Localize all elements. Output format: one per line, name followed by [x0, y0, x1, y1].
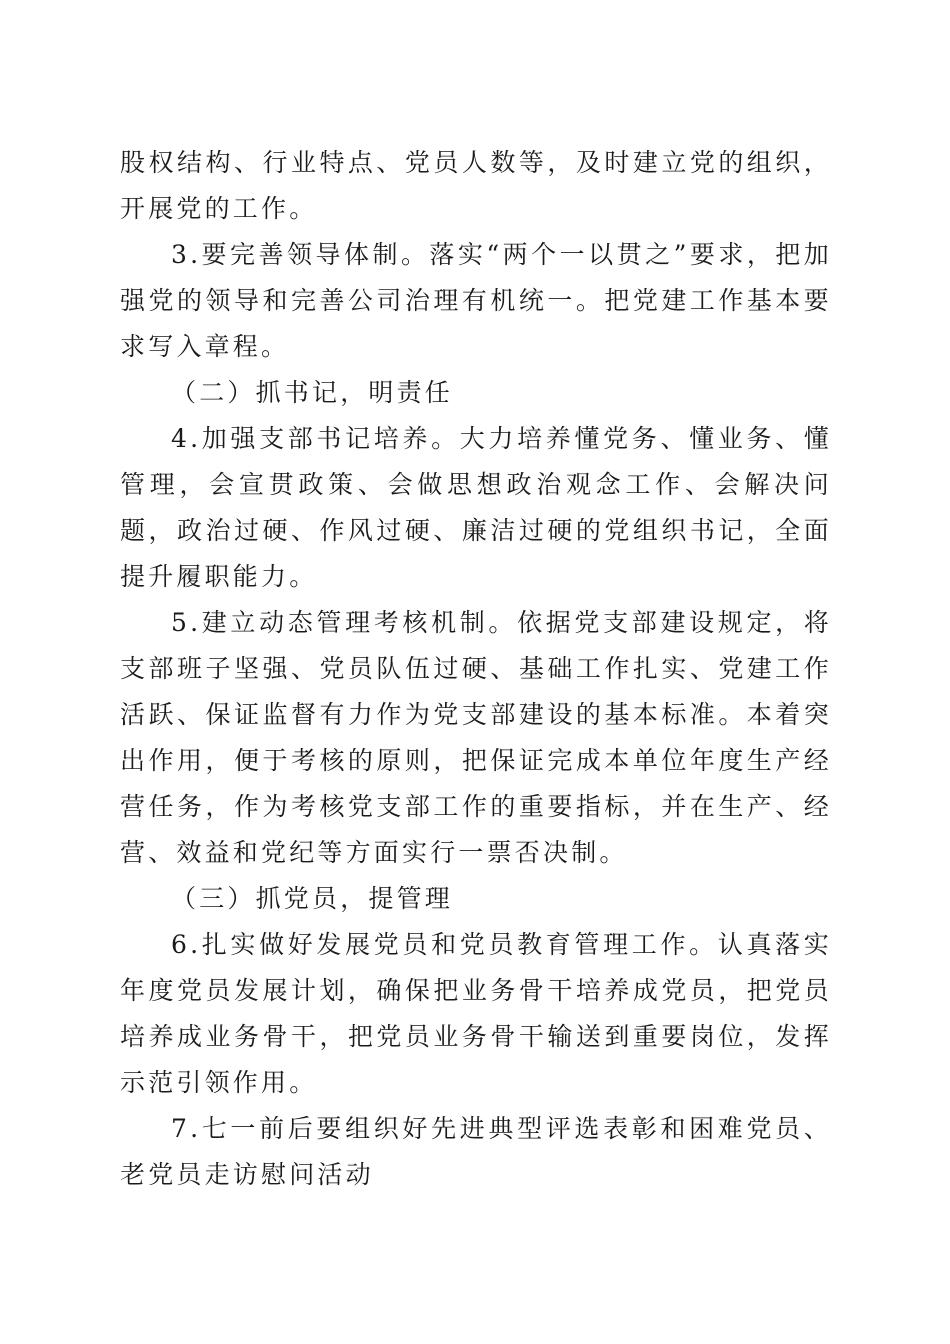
section-heading-2: （二）抓书记，明责任	[171, 378, 454, 407]
section-heading-3: （三）抓党员，提管理	[171, 884, 454, 913]
paragraph-item-6: 6.扎实做好发展党员和党员教育管理工作。认真落实年度党员发展计划，确保把业务骨干培养成党员，把党员培养成业务骨干，把党员业务骨干输送到重要岗位，发挥示范引领作用。	[120, 930, 832, 1097]
paragraph-item-7: 7.七一前后要组织好先进典型评选表彰和困难党员、老党员走访慰问活动	[120, 1114, 832, 1189]
paragraph-continuation: 股权结构、行业特点、党员人数等，及时建立党的组织，开展党的工作。	[120, 148, 832, 223]
paragraph-item-5: 5.建立动态管理考核机制。依据党支部建设规定，将支部班子坚强、党员队伍过硬、基础工作扎实、党建工作活跃、保证监督有力作为党支部建设的基本标准。本着突出作用，便于考核的原则，把保证完成本单位年度生产经营任务，作为考核党支部工作的重要指标，并在生产、经营、效益和党纪等方面实行一票否决制。	[120, 608, 832, 867]
paragraph-item-3: 3.要完善领导体制。落实“两个一以贯之”要求，把加强党的领导和完善公司治理有机统一。把党建工作基本要求写入章程。	[120, 240, 832, 361]
paragraph-item-4: 4.加强支部书记培养。大力培养懂党务、懂业务、懂管理，会宣贯政策、会做思想政治观念工作、会解决问题，政治过硬、作风过硬、廉洁过硬的党组织书记，全面提升履职能力。	[120, 424, 832, 591]
document-body	[120, 140, 832, 1198]
